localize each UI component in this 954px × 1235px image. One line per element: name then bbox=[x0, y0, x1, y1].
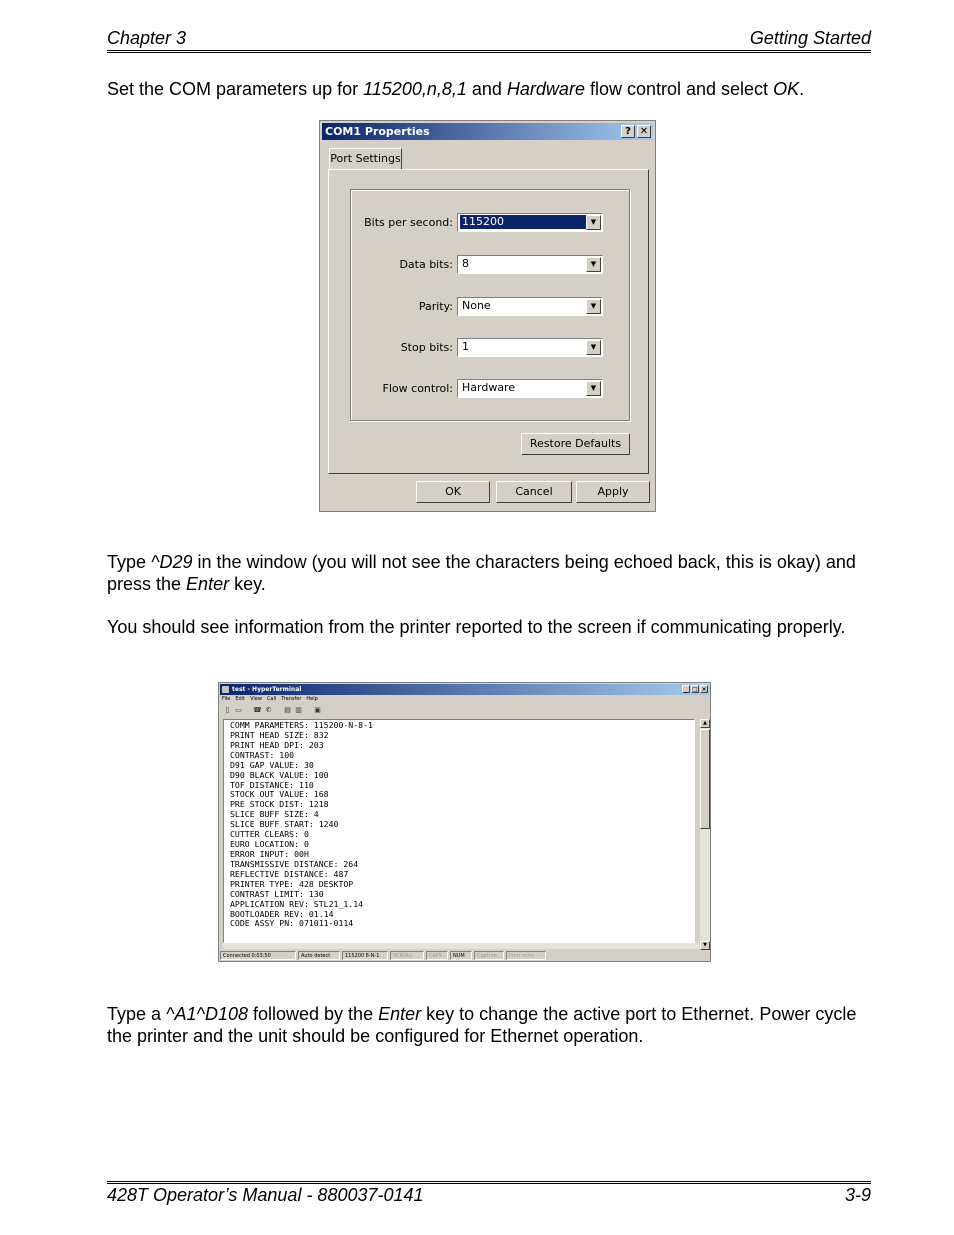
flow-control-row bbox=[351, 379, 631, 399]
text: flow control and select bbox=[584, 79, 774, 99]
menu-transfer[interactable]: Transfer bbox=[281, 696, 302, 702]
instruction-type-d29 bbox=[107, 551, 871, 595]
terminal-line: CONTRAST: 100 bbox=[230, 749, 295, 760]
terminal-line: PRINT HEAD SIZE: 832 bbox=[230, 729, 329, 740]
footer-rule bbox=[107, 1181, 871, 1182]
terminal-line: SLICE BUFF SIZE: 4 bbox=[230, 809, 319, 820]
toolbar bbox=[222, 706, 709, 716]
dropdown-arrow-icon[interactable]: ▼ bbox=[586, 381, 601, 396]
status-detect: Auto detect bbox=[298, 951, 340, 960]
select-value: 1 bbox=[462, 340, 469, 353]
receive-icon[interactable]: ▥ bbox=[295, 706, 302, 714]
new-icon[interactable]: ▯ bbox=[225, 706, 230, 714]
terminal-line: CONTRAST LIMIT: 130 bbox=[230, 888, 324, 899]
maximize-icon[interactable]: □ bbox=[692, 686, 698, 693]
text: Type bbox=[107, 552, 152, 572]
instruction-see-info: You should see information from the printer reported to the screen if communicating properly. bbox=[107, 617, 846, 637]
terminal-line: APPLICATION REV: STL21_1.14 bbox=[230, 898, 364, 909]
status-print-echo: Print echo bbox=[506, 951, 546, 960]
terminal-output[interactable] bbox=[223, 719, 695, 943]
emphasis: Enter bbox=[186, 574, 230, 594]
text: in the window (you will not see the characters being echoed back, this is okay) and press the bbox=[107, 552, 856, 594]
scroll-up-icon[interactable]: ▲ bbox=[700, 719, 710, 728]
ok-button[interactable]: OK bbox=[416, 481, 490, 503]
menu-view[interactable]: View bbox=[250, 696, 262, 702]
terminal-line: TRANSMISSIVE DISTANCE: 264 bbox=[230, 858, 359, 869]
terminal-line: CODE ASSY PN: 071011-0114 bbox=[230, 918, 354, 929]
terminal-line: PRINT HEAD DPI: 203 bbox=[230, 739, 324, 750]
send-icon[interactable]: ▤ bbox=[284, 706, 291, 714]
stop-bits-select[interactable] bbox=[457, 338, 603, 357]
port-settings-pane bbox=[328, 169, 649, 474]
terminal-line: PRINTER TYPE: 428 DESKTOP bbox=[230, 878, 354, 889]
select-value: 115200 bbox=[460, 215, 586, 229]
field-label: Flow control: bbox=[382, 382, 453, 395]
header-rule-2 bbox=[107, 52, 871, 53]
chapter-label: Chapter 3 bbox=[107, 28, 187, 48]
terminal-lines bbox=[230, 721, 373, 929]
manual-title: 428T Operator’s Manual - 880037-0141 bbox=[107, 1185, 424, 1205]
data-bits-row bbox=[351, 255, 631, 275]
terminal-line: STOCK OUT VALUE: 168 bbox=[230, 789, 329, 800]
scroll-down-icon[interactable]: ▼ bbox=[700, 941, 710, 950]
select-value: None bbox=[462, 299, 491, 312]
apply-button[interactable]: Apply bbox=[576, 481, 650, 503]
bits-per-second-select[interactable] bbox=[457, 213, 603, 232]
close-icon[interactable]: × bbox=[701, 686, 707, 693]
status-connected: Connected 0:03:50 bbox=[220, 951, 296, 960]
text: . bbox=[799, 79, 805, 99]
parity-row bbox=[351, 297, 631, 317]
field-label: Bits per second: bbox=[364, 216, 453, 229]
properties-icon[interactable]: ▣ bbox=[314, 706, 321, 714]
stop-bits-row bbox=[351, 338, 631, 358]
terminal-line: TOF DISTANCE: 110 bbox=[230, 779, 314, 790]
field-label: Stop bits: bbox=[400, 341, 453, 354]
text: Set the COM parameters up for bbox=[107, 79, 364, 99]
menu-edit[interactable]: Edit bbox=[235, 696, 246, 702]
dropdown-arrow-icon[interactable]: ▼ bbox=[586, 299, 601, 314]
menu-help[interactable]: Help bbox=[306, 696, 318, 702]
instruction-com-params bbox=[107, 78, 871, 100]
field-label: Parity: bbox=[418, 300, 453, 313]
close-button[interactable]: ✕ bbox=[637, 125, 651, 138]
data-bits-select[interactable] bbox=[457, 255, 603, 274]
page-header bbox=[107, 28, 871, 50]
minimize-icon[interactable]: _ bbox=[682, 685, 690, 693]
help-button[interactable]: ? bbox=[621, 125, 635, 138]
text: key to change the active port to Ethernet. Power cycle the printer and the unit should be configured for Ethernet operation. bbox=[107, 1004, 857, 1046]
select-value: Hardware bbox=[462, 381, 516, 394]
horizontal-scrollbar[interactable] bbox=[223, 943, 699, 949]
dialog-titlebar bbox=[322, 123, 653, 140]
emphasis: 115200,n,8,1 bbox=[363, 79, 467, 99]
emphasis: OK bbox=[773, 79, 800, 99]
emphasis: Enter bbox=[378, 1004, 422, 1024]
terminal-line: ERROR INPUT: 00H bbox=[230, 848, 309, 859]
terminal-title: test - HyperTerminal bbox=[232, 686, 302, 693]
footer-rule-2 bbox=[107, 1183, 871, 1184]
dropdown-arrow-icon[interactable]: ▼ bbox=[586, 340, 601, 355]
terminal-line: D91 GAP VALUE: 30 bbox=[230, 759, 314, 770]
tab-port-settings[interactable]: Port Settings bbox=[329, 148, 402, 170]
settings-group bbox=[350, 189, 630, 421]
dialog-title: COM1 Properties bbox=[325, 125, 430, 138]
text: and bbox=[466, 79, 507, 99]
app-icon bbox=[222, 686, 229, 693]
terminal-line: PRE STOCK DIST: 1218 bbox=[230, 799, 329, 810]
flow-control-select[interactable] bbox=[457, 379, 603, 398]
page-footer bbox=[107, 1185, 871, 1207]
status-scroll: SCROLL bbox=[390, 951, 424, 960]
terminal-titlebar bbox=[220, 684, 709, 695]
select-value: 8 bbox=[462, 257, 469, 270]
parity-select[interactable] bbox=[457, 297, 603, 316]
terminal-line: EURO LOCATION: 0 bbox=[230, 839, 309, 850]
disconnect-icon[interactable]: ✆ bbox=[265, 706, 272, 714]
emphasis: ^A1^D108 bbox=[166, 1004, 248, 1024]
status-params: 115200 8-N-1 bbox=[342, 951, 388, 960]
menu-file[interactable]: File bbox=[222, 696, 231, 702]
emphasis: ^D29 bbox=[151, 552, 193, 572]
terminal-line: SLICE BUFF START: 1240 bbox=[230, 819, 339, 830]
terminal-line: BOOTLOADER REV: 01.14 bbox=[230, 908, 334, 919]
bits-per-second-row bbox=[351, 213, 631, 233]
dropdown-arrow-icon[interactable]: ▼ bbox=[586, 215, 601, 230]
status-capture: Capture bbox=[474, 951, 504, 960]
connect-icon[interactable]: ☎ bbox=[253, 706, 262, 714]
header-rule bbox=[107, 50, 871, 51]
field-label: Data bits: bbox=[399, 258, 453, 271]
page-number: 3-9 bbox=[844, 1185, 871, 1205]
terminal-line: CUTTER CLEARS: 0 bbox=[230, 829, 309, 840]
menu-call[interactable]: Call bbox=[266, 696, 277, 702]
scroll-thumb[interactable] bbox=[700, 729, 710, 829]
text: key. bbox=[229, 574, 266, 594]
status-num: NUM bbox=[450, 951, 472, 960]
text: Type a bbox=[107, 1004, 167, 1024]
section-title: Getting Started bbox=[749, 28, 871, 48]
instruction-ethernet bbox=[107, 1003, 871, 1047]
restore-defaults-button[interactable]: Restore Defaults bbox=[521, 433, 630, 455]
cancel-button[interactable]: Cancel bbox=[496, 481, 572, 503]
vertical-scrollbar[interactable] bbox=[700, 719, 710, 950]
status-bar bbox=[220, 951, 709, 961]
hyperterminal-window bbox=[218, 682, 711, 962]
status-caps: CAPS bbox=[426, 951, 448, 960]
terminal-line: REFLECTIVE DISTANCE: 487 bbox=[230, 868, 349, 879]
terminal-line: COMM PARAMETERS: 115200-N-8-1 bbox=[230, 720, 373, 730]
text: followed by the bbox=[248, 1004, 379, 1024]
open-icon[interactable]: ▭ bbox=[235, 706, 242, 714]
menu-bar bbox=[222, 696, 323, 705]
emphasis: Hardware bbox=[506, 79, 585, 99]
terminal-line: D90 BLACK VALUE: 100 bbox=[230, 769, 329, 780]
com1-properties-dialog bbox=[319, 120, 656, 512]
dropdown-arrow-icon[interactable]: ▼ bbox=[586, 257, 601, 272]
